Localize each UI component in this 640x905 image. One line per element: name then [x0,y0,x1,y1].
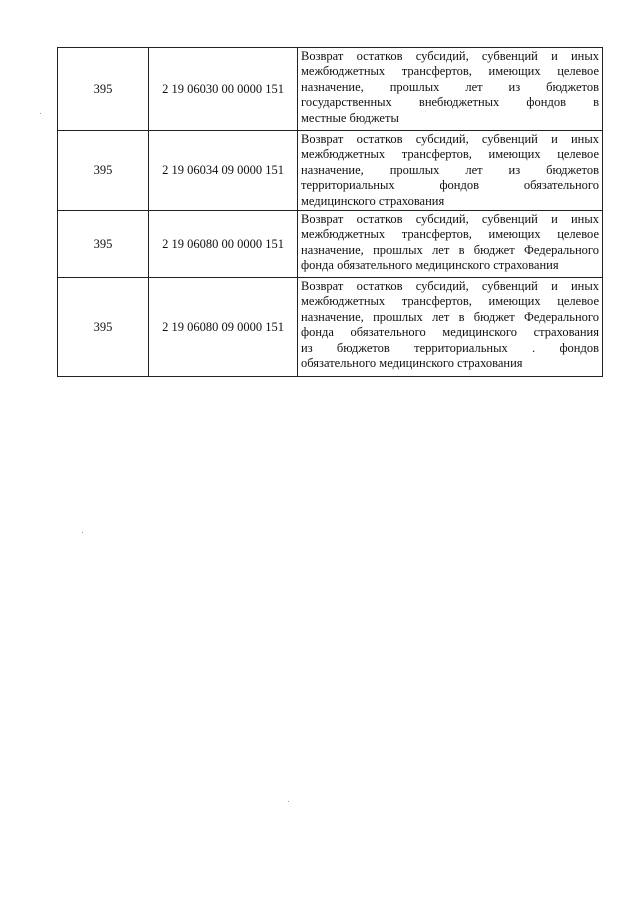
admin-code-cell: 395 [58,131,149,211]
description-line: межбюджетных трансфертов, имеющих целевое [301,147,599,162]
description-line: территориальных фондов обязательного [301,178,599,193]
description-line: назначение, прошлых лет в бюджет Федерального [301,242,599,257]
description-line: Возврат остатков субсидий, субвенций и иных [301,212,599,226]
description-cell [298,278,603,377]
table-row [58,48,603,131]
description-line: межбюджетных трансфертов, имеющих целевое [301,227,599,242]
description-line: государственных внебюджетных фондов в [301,95,599,110]
description-line: Возврат остатков субсидий, субвенций и иных [301,49,599,63]
admin-code-cell: 395 [58,278,149,377]
description-line: межбюджетных трансфертов, имеющих целевое [301,64,599,79]
description-cell [298,131,603,211]
budget-classification-code-cell: 2 19 06034 09 0000 151 [149,131,298,211]
admin-code-cell: 395 [58,211,149,278]
table-row [58,278,603,377]
description-cell [298,48,603,131]
description-line: назначение, прошлых лет из бюджетов [301,162,599,177]
description-cell [298,211,603,278]
budget-codes-table [57,47,603,377]
budget-classification-code-cell: 2 19 06080 09 0000 151 [149,278,298,377]
description-line: фонда обязательного медицинского страхования [301,258,559,273]
description-line: Возврат остатков субсидий, субвенций и иных [301,132,599,146]
description-line: назначение, прошлых лет из бюджетов [301,79,599,94]
description-line: назначение, прошлых лет в бюджет Федерального [301,309,599,324]
description-line: из бюджетов территориальных . фондов [301,340,599,355]
scan-speck [82,532,83,533]
scan-speck [40,113,41,114]
table-row [58,211,603,278]
table-row [58,131,603,211]
description-line: фонда обязательного медицинского страхования [301,325,599,340]
description-line: межбюджетных трансфертов, имеющих целевое [301,294,599,309]
admin-code-cell: 395 [58,48,149,131]
description-line: обязательного медицинского страхования [301,356,523,371]
description-line: медицинского страхования [301,193,445,208]
description-line: Возврат остатков субсидий, субвенций и иных [301,279,599,293]
scan-speck [288,801,289,802]
budget-classification-code-cell: 2 19 06030 00 0000 151 [149,48,298,131]
budget-classification-code-cell: 2 19 06080 00 0000 151 [149,211,298,278]
description-line: местные бюджеты [301,110,399,125]
